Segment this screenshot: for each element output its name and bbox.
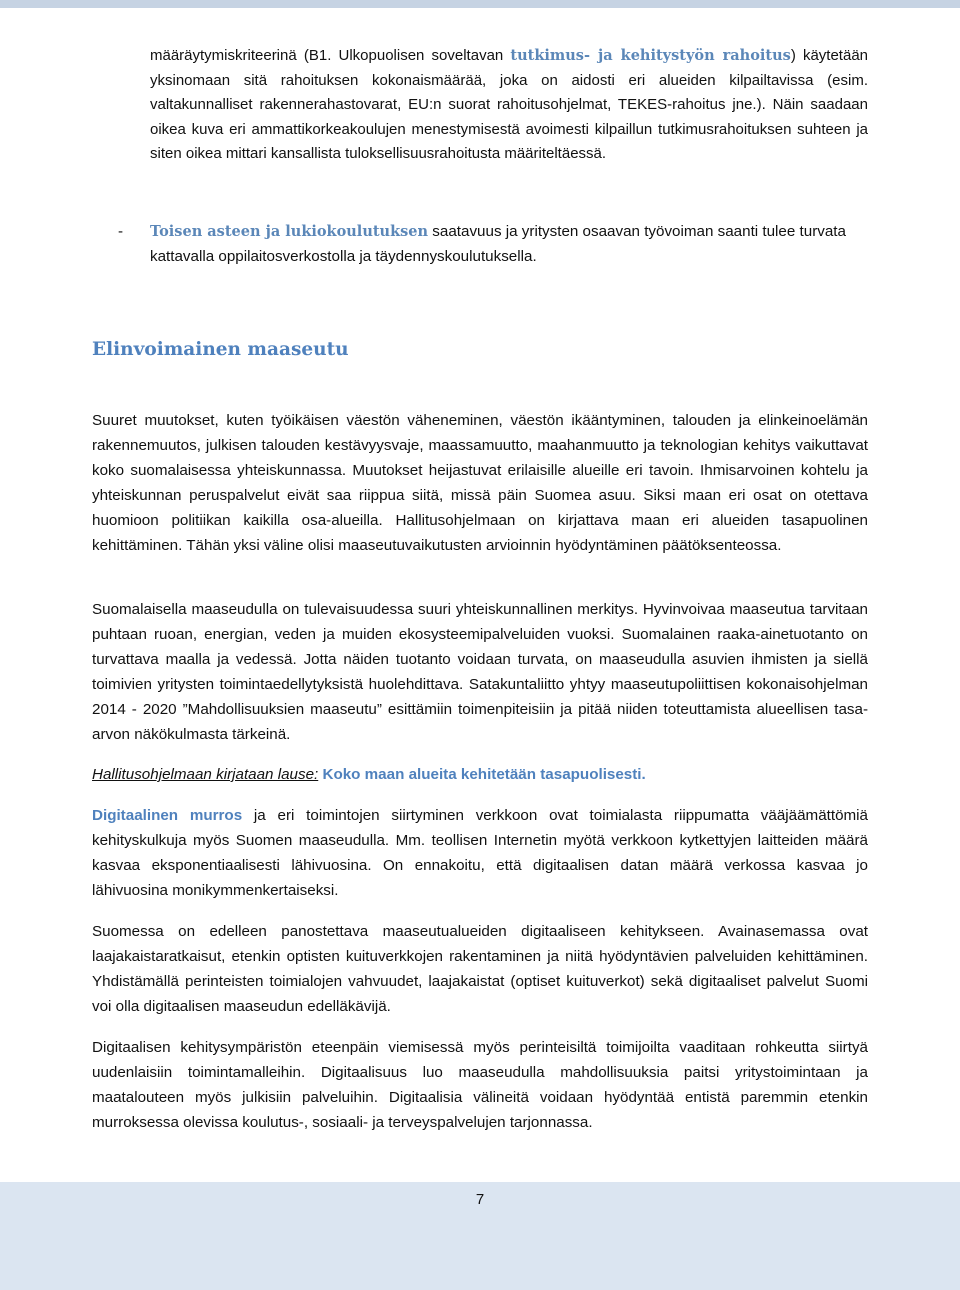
education-highlight: Toisen asteen ja lukiokoulutuksen — [150, 223, 429, 240]
paragraph-rural-importance: Suomalaisella maaseudulla on tulevaisuudessa suuri yhteiskunnallinen merkitys. Hyvinvoivaa maaseutua tarvitaan puhtaan ruoan, energian, veden ja muiden ekosysteemipalveluiden vuoksi. Suomalainen raaka-ainetuotanto on turvattava maalla ja vedessä. Jotta näiden tuotanto voidaan turvata, on maaseudulla asuvien ihmisten ja siellä toimivien yritysten toimintaedellytyksistä huolehdittava. Satakuntaliitto yhtyy maaseutupoliittisen kokonaisohjelman 2014 - 2020 ”Mahdollisuuksien maaseutu” esittämiin toimenpiteisiin ja pitää niiden toteuttamista alueellisen tasa-arvon näkökulmasta tärkeinä. — [92, 601, 868, 743]
digital-disruption-highlight: Digitaalinen murros — [92, 807, 243, 824]
statement-label: Hallitusohjelmaan kirjataan lause: — [92, 766, 319, 783]
criteria-text-start: määräytymiskriteerinä (B1. Ulkopuolisen soveltavan — [150, 47, 511, 64]
digital-disruption-text: ja eri toimintojen siirtyminen verkkoon ovat toimialasta riippumatta vääjäämättömiä kehityskulkuja myös Suomen maaseudulla. Mm. teollisen Internetin myötä verkkoon kytkettyjen laitteiden määrä kasvaa eksponentiaalisesti lähivuosina. On ennakoitu, että digitaalisen datan määrä verkossa kasvaa jo lähivuosina monikymmenkertaiseksi. — [92, 807, 869, 899]
page-number: 7 — [475, 1191, 485, 1208]
paragraph-digital-environment: Digitaalisen kehitysympäristön eteenpäin viemisessä myös perinteisiltä toimijoilta vaaditaan rohkeutta siirtyä uudenlaisiin toimintamalleihin. Digitaalisuus luo maaseudulla mahdollisuuksia paitsi yritystoimintaan ja maatalouteen myös julkisiin palveluihin. Digitaalisia välineitä voidaan hyödyntää entistä paremmin etenkin murroksessa olevissa koulutus-, sosiaali- ja terveyspalvelujen tarjonnassa. — [92, 1039, 868, 1131]
bullet-dash: - — [118, 223, 124, 240]
paragraph-criteria — [150, 44, 868, 167]
education-text: saatavuus ja yritysten osaavan työvoiman saanti tulee turvata kattavalla oppilaitosverkostolla ja täydennyskoulutuksella. — [150, 223, 846, 265]
bullet-text — [150, 219, 868, 269]
criteria-text-end: ) käytetään yksinomaan sitä rahoituksen kokonaismäärää, joka on aidosti eri alueiden kilpailtavissa (esim. valtakunnalliset rakennerahastovarat, EU:n suorat rahoitusohjelmat, TEKES-rahoitus jne.). Näin saadaan oikea kuva eri ammattikorkeakoulujen menestymisestä avoimesti kilpaillun tutkimusrahoituksen suhteen ja siten oikea mittari kansallista tuloksellisuusrahoitusta määriteltäessä. — [150, 47, 869, 162]
paragraph-big-changes: Suuret muutokset, kuten työikäisen väestön väheneminen, väestön ikääntyminen, talouden ja elinkeinoelämän rakennemuutos, julkisen talouden kestävyysvaje, maassamuutto, maahanmuutto ja teknologian kehitys vaikuttavat koko suomalaisessa yhteiskunnassa. Muutokset heijastuvat erilaisille alueille eri tavoin. Ihmisarvoinen kohtelu ja yhteiskunnan peruspalvelut eivät saa riippua siitä, missä päin Suomea asuu. Siksi maan eri osat on otettava huomioon politiikan kaikilla osa-alueilla. Hallitusohjelmaan on kirjattava maan eri alueiden tasapuolinen kehittäminen. Tähän yksi väline olisi maaseutuvaikutusten arvioinnin hyödyntäminen päätöksenteossa. — [92, 412, 868, 554]
bullet-item-education — [118, 219, 878, 269]
header-band — [0, 0, 960, 8]
paragraph-government-statement — [92, 763, 868, 788]
paragraph-digital-disruption — [92, 804, 868, 904]
rd-funding-highlight: tutkimus- ja kehitystyön rahoitus — [510, 47, 791, 64]
paragraph-broadband: Suomessa on edelleen panostettava maaseutualueiden digitaaliseen kehitykseen. Avainasemassa ovat laajakaistaratkaisut, etenkin optisten kuituverkkojen rakentaminen ja niitä hyödyntävien palveluiden kehittäminen. Yhdistämällä perinteisten toimialojen vahvuudet, laajakaistat (optiset kuituverkot) sekä digitaaliset palvelut Suomi voi olla digitaalisen maaseudun edelläkävijä. — [92, 923, 868, 1015]
section-heading: Elinvoimainen maaseutu — [92, 339, 349, 360]
statement-text: Koko maan alueita kehitetään tasapuolisesti. — [322, 766, 646, 783]
